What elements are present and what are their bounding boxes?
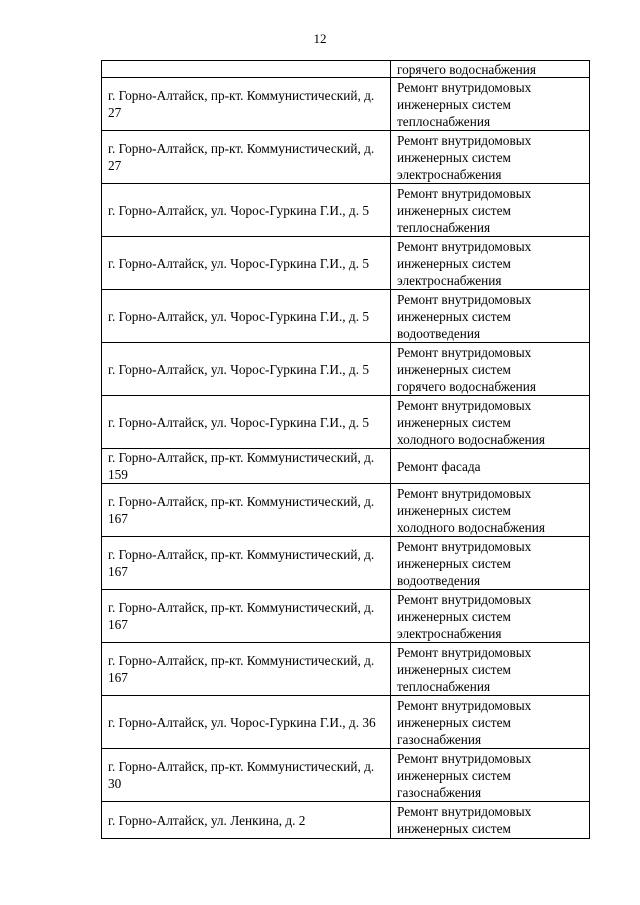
address-cell: г. Горно-Алтайск, ул. Чорос-Гуркина Г.И., д. 5 [102, 396, 391, 449]
work-line: инженерных систем [397, 202, 511, 218]
work-line: горячего водоснабжения [397, 378, 537, 394]
address-cell: г. Горно-Алтайск, пр-кт. Коммунистический, д. 30 [102, 749, 391, 802]
address-cell: г. Горно-Алтайск, ул. Чорос-Гуркина Г.И., д. 5 [102, 343, 391, 396]
address-cell: г. Горно-Алтайск, ул. Чорос-Гуркина Г.И., д. 5 [102, 184, 391, 237]
work-cell [391, 237, 590, 290]
work-line: холодного водоснабжения [397, 431, 545, 447]
work-line: инженерных систем [397, 502, 511, 518]
work-line: Ремонт внутридомовых [397, 238, 532, 254]
work-line: Ремонт внутридомовых [397, 697, 532, 713]
work-cell [391, 78, 590, 131]
work-line: инженерных систем [397, 767, 511, 783]
work-cell [391, 749, 590, 802]
work-line: инженерных систем [397, 308, 511, 324]
works-table [101, 60, 590, 839]
work-cell [391, 696, 590, 749]
table-row [102, 449, 590, 484]
work-line: инженерных систем [397, 255, 511, 271]
table-row [102, 184, 590, 237]
work-line: холодного водоснабжения [397, 519, 545, 535]
work-line: инженерных систем [397, 361, 511, 377]
work-line: Ремонт внутридомовых [397, 397, 532, 413]
work-cell [391, 184, 590, 237]
address-cell: г. Горно-Алтайск, пр-кт. Коммунистический, д. 167 [102, 484, 391, 537]
work-line: инженерных систем [397, 149, 511, 165]
table-row [102, 643, 590, 696]
works-table-body [102, 61, 590, 839]
work-cell [391, 131, 590, 184]
table-row [102, 61, 590, 78]
work-line: инженерных систем [397, 608, 511, 624]
work-cell [391, 290, 590, 343]
work-cell [391, 61, 590, 78]
work-line: инженерных систем [397, 96, 511, 112]
address-cell: г. Горно-Алтайск, ул. Чорос-Гуркина Г.И., д. 36 [102, 696, 391, 749]
table-row [102, 696, 590, 749]
address-cell: г. Горно-Алтайск, пр-кт. Коммунистический, д. 167 [102, 537, 391, 590]
table-row [102, 78, 590, 131]
work-line: Ремонт внутридомовых [397, 485, 532, 501]
work-cell [391, 343, 590, 396]
work-line: Ремонт внутридомовых [397, 291, 532, 307]
work-line: Ремонт внутридомовых [397, 344, 532, 360]
work-cell [391, 484, 590, 537]
work-line: Ремонт внутридомовых [397, 644, 532, 660]
work-line: инженерных систем [397, 714, 511, 730]
work-line: Ремонт внутридомовых [397, 804, 532, 819]
address-cell [102, 61, 391, 78]
work-line: инженерных систем [397, 661, 511, 677]
work-line: водоотведения [397, 572, 481, 588]
work-cell [391, 643, 590, 696]
work-line: теплоснабжения [397, 219, 491, 235]
work-cell [391, 449, 590, 484]
address-cell: г. Горно-Алтайск, пр-кт. Коммунистический, д. 159 [102, 449, 391, 484]
table-row [102, 484, 590, 537]
table-row [102, 749, 590, 802]
work-line: Ремонт внутридомовых [397, 132, 532, 148]
page-number: 12 [313, 31, 327, 46]
work-line: электроснабжения [397, 272, 502, 288]
table-row [102, 590, 590, 643]
work-line: газоснабжения [397, 731, 482, 747]
work-line: электроснабжения [397, 166, 502, 182]
address-cell: г. Горно-Алтайск, пр-кт. Коммунистический, д. 27 [102, 131, 391, 184]
work-line: водоотведения [397, 325, 481, 341]
work-line: Ремонт фасада [397, 458, 481, 474]
address-cell: г. Горно-Алтайск, ул. Ленкина, д. 2 [102, 802, 391, 839]
work-cell [391, 802, 590, 839]
table-row [102, 802, 590, 839]
work-line: газоснабжения [397, 784, 482, 800]
work-line: Ремонт внутридомовых [397, 591, 532, 607]
work-line: Ремонт внутридомовых [397, 538, 532, 554]
work-line: теплоснабжения [397, 678, 491, 694]
work-cell [391, 537, 590, 590]
table-row [102, 290, 590, 343]
address-cell: г. Горно-Алтайск, ул. Чорос-Гуркина Г.И., д. 5 [102, 290, 391, 343]
work-line: Ремонт внутридомовых [397, 750, 532, 766]
work-line: Ремонт внутридомовых [397, 79, 532, 95]
table-row [102, 537, 590, 590]
work-cell [391, 396, 590, 449]
work-line: электроснабжения [397, 625, 502, 641]
address-cell: г. Горно-Алтайск, пр-кт. Коммунистический, д. 167 [102, 590, 391, 643]
table-row [102, 396, 590, 449]
table-row [102, 343, 590, 396]
table-row [102, 131, 590, 184]
table-row [102, 237, 590, 290]
work-line: инженерных систем [397, 821, 511, 836]
work-line: теплоснабжения [397, 113, 491, 129]
work-cell [391, 590, 590, 643]
work-line: инженерных систем [397, 555, 511, 571]
address-cell: г. Горно-Алтайск, ул. Чорос-Гуркина Г.И., д. 5 [102, 237, 391, 290]
address-cell: г. Горно-Алтайск, пр-кт. Коммунистический, д. 27 [102, 78, 391, 131]
work-line: инженерных систем [397, 414, 511, 430]
address-cell: г. Горно-Алтайск, пр-кт. Коммунистический, д. 167 [102, 643, 391, 696]
work-line: горячего водоснабжения [397, 61, 537, 77]
work-line: Ремонт внутридомовых [397, 185, 532, 201]
